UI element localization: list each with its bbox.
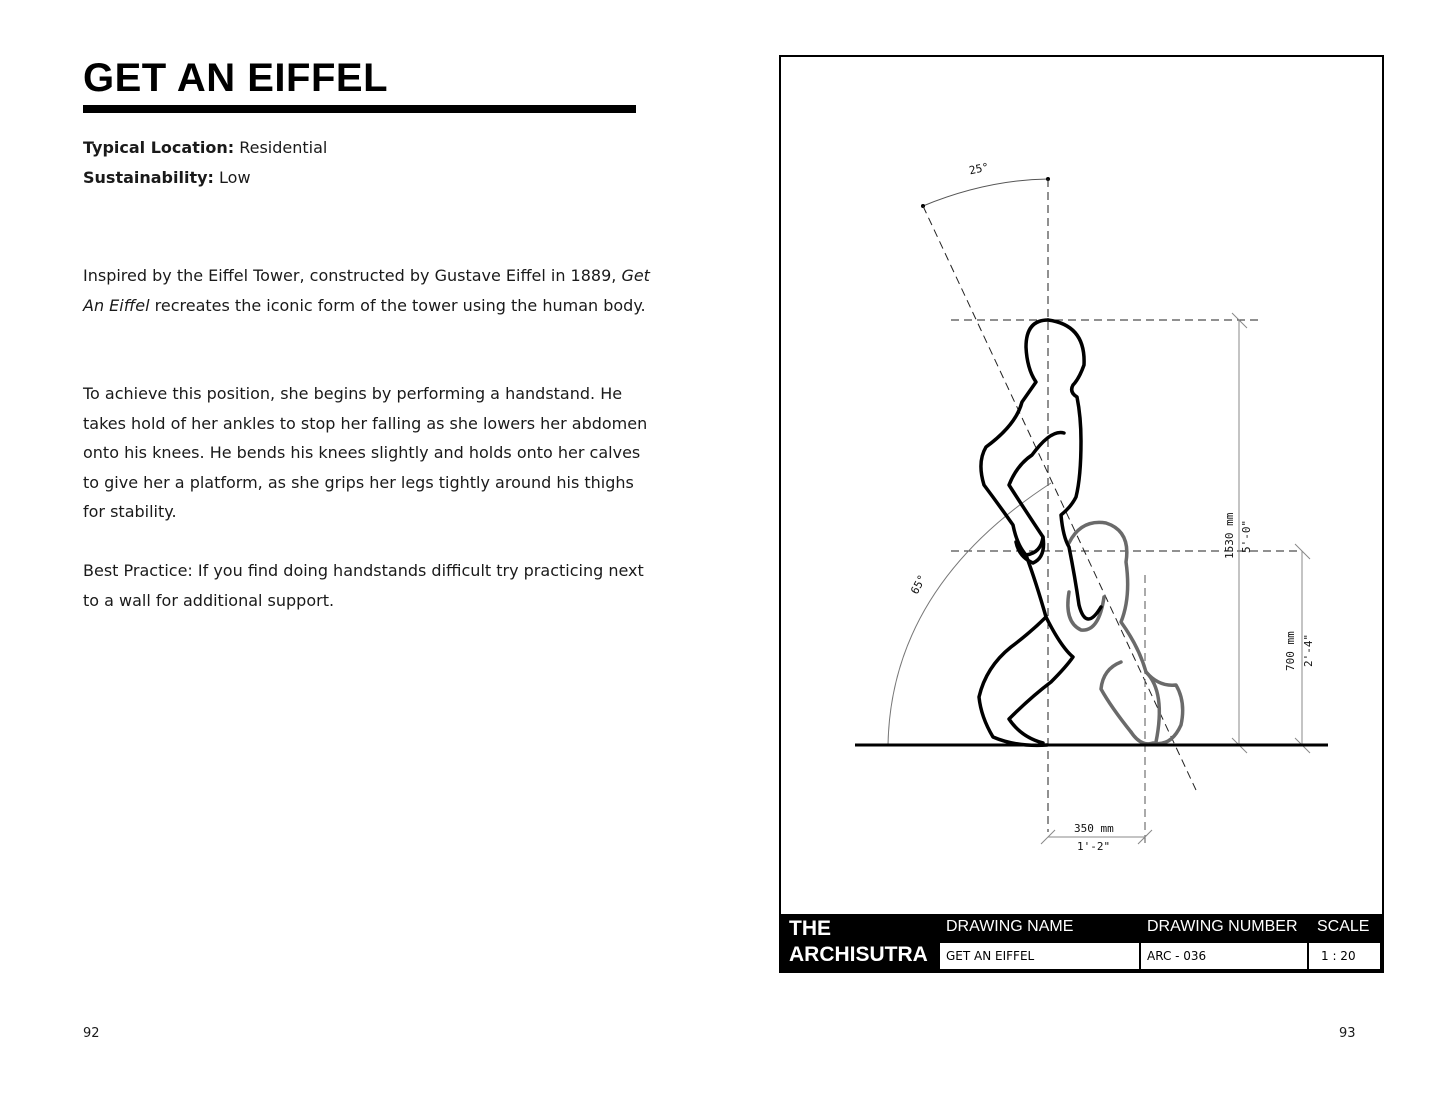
intro-text-title: Get An Eiffel bbox=[83, 266, 650, 315]
figure-kneeling bbox=[979, 320, 1101, 745]
sustainability-label: Sustainability: bbox=[83, 168, 214, 187]
drawing-name-header: DRAWING NAME bbox=[946, 918, 1074, 935]
typical-location-value: Residential bbox=[239, 138, 328, 157]
brand-name bbox=[789, 916, 928, 968]
intro-text-b: recreates the iconic form of the tower using the human body. bbox=[149, 295, 646, 315]
drawing-number-value: ARC - 036 bbox=[1141, 943, 1307, 969]
sustainability-value: Low bbox=[219, 168, 251, 187]
dim-350-imp: 1'-2" bbox=[1077, 840, 1111, 853]
drawing-frame bbox=[779, 55, 1384, 973]
instructions-paragraph: To achieve this position, she begins by performing a handstand. He takes hold of her ankles to stop her falling as she lowers her abdomen onto his knees. He bends his knees slightly and holds onto her calves to give her a platform, as she grips her legs tightly around his thighs for stability. bbox=[83, 384, 648, 521]
intro-paragraph bbox=[83, 261, 653, 320]
typical-location-label: Typical Location: bbox=[83, 138, 235, 157]
dim-700-imp: 2'-4" bbox=[1302, 633, 1315, 667]
page-title: GET AN EIFFEL bbox=[83, 56, 389, 100]
dim-350-mm: 350 mm bbox=[1074, 822, 1114, 835]
brand-line-1: THE bbox=[789, 917, 831, 940]
angle-arc-side bbox=[888, 483, 1051, 745]
scale-header: SCALE bbox=[1317, 918, 1370, 935]
angle-side-label: 65° bbox=[908, 572, 929, 597]
dim-700-mm: 700 mm bbox=[1284, 631, 1297, 671]
dim-1530-imp: 5'-0" bbox=[1240, 519, 1253, 553]
tilt-axis bbox=[923, 206, 1196, 790]
scale-value: 1 : 20 bbox=[1309, 943, 1380, 969]
intro-text-a: Inspired by the Eiffel Tower, constructed by Gustave Eiffel in 1889, bbox=[83, 266, 622, 285]
angle-top-label: 25° bbox=[967, 160, 991, 178]
dim-1530-mm: 1530 mm bbox=[1223, 512, 1236, 559]
page-number-left: 92 bbox=[83, 1026, 100, 1041]
title-block bbox=[781, 914, 1382, 971]
figure-crouching bbox=[1068, 522, 1183, 743]
sustainability bbox=[83, 168, 251, 188]
angle-arc-top bbox=[923, 179, 1048, 206]
page-number-right: 93 bbox=[1339, 1026, 1356, 1041]
drawing-number-header: DRAWING NUMBER bbox=[1147, 918, 1298, 935]
technical-drawing bbox=[781, 57, 1382, 914]
drawing-name-value: GET AN EIFFEL bbox=[940, 943, 1139, 969]
typical-location bbox=[83, 138, 327, 158]
brand-line-2: ARCHISUTRA bbox=[789, 943, 928, 966]
title-underline bbox=[83, 105, 636, 113]
best-practice-paragraph: Best Practice: If you find doing handstands difficult try practicing next to a wall for additional support. bbox=[83, 561, 644, 610]
